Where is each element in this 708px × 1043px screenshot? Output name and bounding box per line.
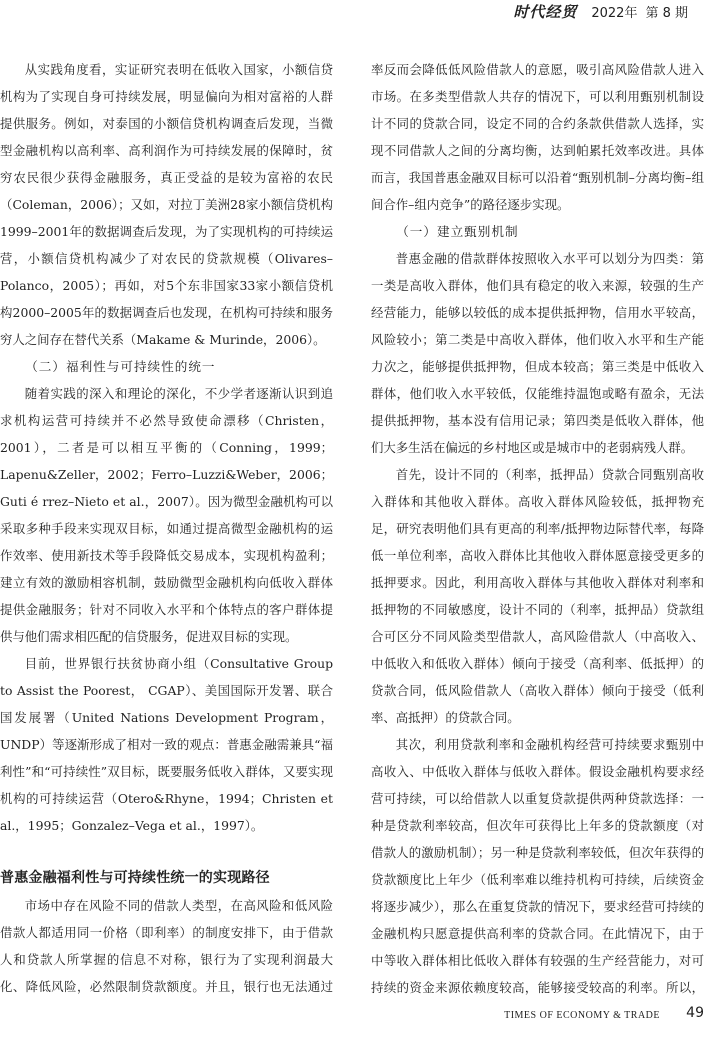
journal-english-name: TIMES OF ECONOMY & TRADE bbox=[504, 1010, 660, 1021]
section-heading: 普惠金融福利性与可持续性统一的实现路径 bbox=[0, 870, 270, 886]
paragraph: 市场中存在风险不同的借款人类型，在高风险和低风险借款人都适用同一价格（即利率）的制度安排下，由于借款人和贷款人所掌握的信息不对称，银行为了实现利润最大化、降低风险，必然限制贷款额度。并且，银行也无法通过 bbox=[0, 898, 333, 994]
paragraph: 率反而会降低低风险借款人的意愿，吸引高风险借款人进入市场。在多类型借款人共存的情况下，可以利用甄别机制设计不同的贷款合同，设定不同的合约条款供借款人选择，实现不同借款人之间的分离均衡，达到帕累托效率改进。具体而言，我国普惠金融双目标可以沿着“甄别机制–分离均衡–组间合作–组内竞争”的路径逐步实现。 bbox=[371, 62, 704, 212]
journal-brand: 时代经贸 bbox=[513, 2, 578, 21]
right-column bbox=[371, 56, 704, 1028]
paragraph: 随着实践的深入和理论的深化，不少学者逐渐认识到追求机构运营可持续并不必然导致使命漂移（Christen，2001），二者是可以相互平衡的（Conning，1999；Lapenu&Zeller，2002；Ferro–Luzzi&Weber，2006；Guti é rrez–Nieto et al.，2007）。因为微型金融机构可以采取多种手段来实现双目标，如通过提高微型金融机构的运作效率、使用新技术等手段降低交易成本，实现机构盈利；建立有效的激励相容机制，鼓励微型金融机构向低收入群体提供金融服务；针对不同收入水平和个体特点的客户群体提供与他们需求相匹配的信贷服务，促进双目标的实现。 bbox=[0, 386, 333, 644]
paragraph: 目前，世界银行扶贫协商小组（Consultative Group to Assist the Poorest， CGAP）、美国国际开发署、联合国发展署（United Nations Development Program，UNDP）等逐渐形成了相对一致的观点：普惠金融需兼具“福利性”和“可持续性”双目标，既要服务低收入群体，又要实现机构的可持续运营（Otero&Rhyne，1994；Christen et al.，1995；Gonzalez–Vega et al.，1997）。 bbox=[0, 656, 333, 833]
left-column bbox=[0, 56, 333, 1027]
subsection-heading: （二）福利性与可持续性的统一 bbox=[25, 359, 216, 374]
page-footer bbox=[0, 1002, 708, 1043]
paragraph: 首先，设计不同的（利率，抵押品）贷款合同甄别高收入群体和其他收入群体。高收入群体风险较低，抵押物充足，研究表明他们具有更高的利率/抵押物边际替代率，每降低一单位利率，高收入群体比其他收入群体愿意接受更多的抵押要求。因此，利用高收入群体与其他收入群体对利率和抵押物的不同敏感度，设计不同的（利率，抵押品）贷款组合可区分不同风险类型借款人，高风险借款人（中高收入、中低收入和低收入群体）倾向于接受（高利率、低抵押）的贷款合同，低风险借款人（高收入群体）倾向于接受（低利率、高抵押）的贷款合同。 bbox=[371, 467, 704, 725]
paragraph: 普惠金融的借款群体按照收入水平可以划分为四类：第一类是高收入群体，他们具有稳定的收入来源，较强的生产经营能力，能够以较低的成本提供抵押物，信用水平较高，风险较小；第二类是中高收入群体，他们收入水平和生产能力次之，能够提供抵押物，但成本较高；第三类是中低收入群体，他们收入水平较低，仅能维持温饱或略有盈余，无法提供抵押物，基本没有信用记录；第四类是低收入群体，他们大多生活在偏远的乡村地区或是城市中的老弱病残人群。 bbox=[371, 251, 704, 455]
journal-issue: 第 8 期 bbox=[645, 5, 688, 21]
paragraph: 其次，利用贷款利率和金融机构经营可持续要求甄别中高收入、中低收入群体与低收入群体。假设金融机构要求经营可持续，可以给借款人以重复贷款提供两种贷款选择：一种是贷款利率较高，但次年可获得比上年多的贷款额度（对借款人的激励机制）；另一种是贷款利率较低，但次年获得的贷款额度比上年少（低利率难以维持机构可持续，后续资金将逐步减少），那么在重复贷款的情况下，要求经营可持续的金融机构只愿意提供高利率的贷款合同。在此情况下，由于中等收入群体相比低收入群体有较强的生产经营能力，对可持续的资金来源依赖度较高，能够接受较高的利率。所以， bbox=[371, 737, 704, 995]
paragraph: 从实践角度看，实证研究表明在低收入国家，小额信贷机构为了实现自身可持续发展，明显偏向为相对富裕的人群提供服务。例如，对泰国的小额信贷机构调查后发现，当微型金融机构以高利率、高利润作为可持续发展的保障时，贫穷农民很少获得金融服务，真正受益的是较为富裕的农民（Coleman，2006）；又如，对拉丁美洲28家小额信贷机构1999–2001年的数据调查后发现，为了实现机构的可持续运营，小额信贷机构减少了对农民的贷款规模（Olivares–Polanco，2005）；再如，对5个东非国家33家小额信贷机构2000–2005年的数据调查后也发现，在机构可持续和服务穷人之间存在替代关系（Makame & Murinde，2006）。 bbox=[0, 62, 333, 347]
page-number: 49 bbox=[686, 1005, 704, 1021]
subsection-heading: （一）建立甄别机制 bbox=[396, 224, 519, 239]
page-header bbox=[513, 0, 688, 22]
journal-year: 2022年 bbox=[591, 5, 638, 21]
